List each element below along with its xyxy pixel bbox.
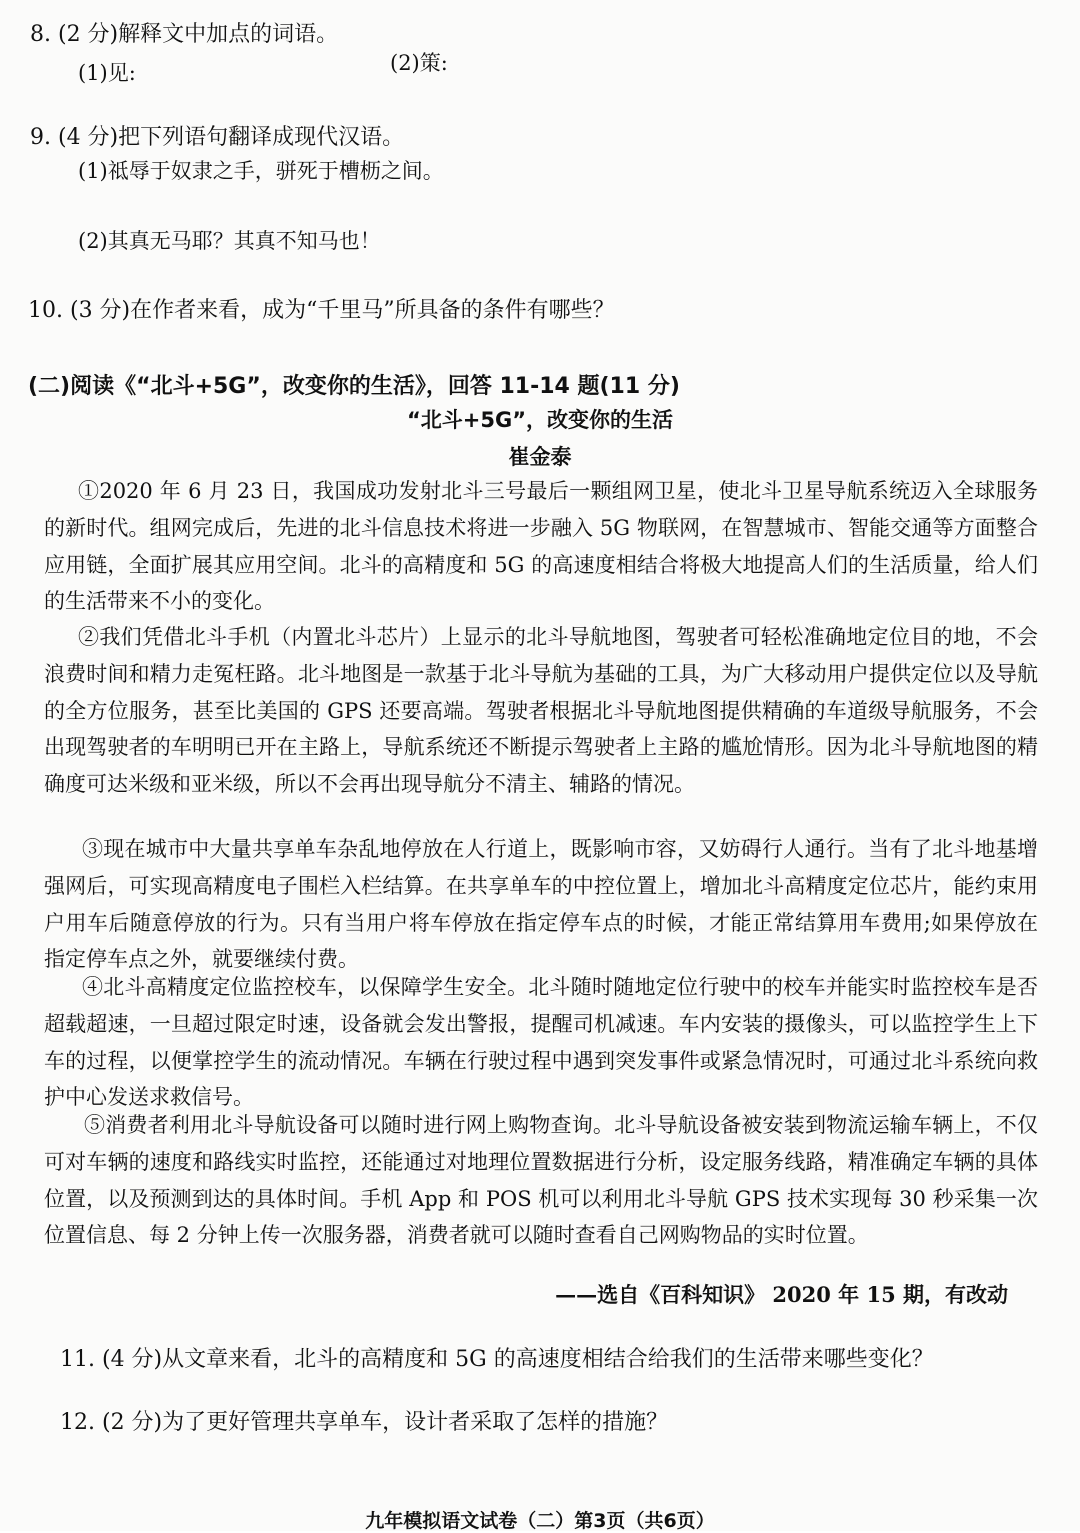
question-8: 8. (2 分)解释文中加点的词语。 [30,22,339,47]
article-paragraph-3: ③现在城市中大量共享单车杂乱地停放在人行道上，既影响市容，又妨碍行人通行。当有了北斗地基增强网后，可实现高精度电子围栏入栏结算。在共享单车的中控位置上，增加北斗高精度定位芯片，能约束用户用车后随意停放的行为。只有当用户将车停放在指定停车点的时候，才能正常结算用车费用;如果停放在指定停车点之外，就要继续付费。 [44,837,1038,972]
article-paragraph-1: ①2020 年 6 月 23 日，我国成功发射北斗三号最后一颗组网卫星，使北斗卫星导航系统迈入全球服务的新时代。组网完成后，先进的北斗信息技术将进一步融入 5G 物联网，在智慧城市、智能交通等方面整合应用链，全面扩展其应用空间。北斗的高精度和 5G 的高速度相结合将极大地提高人们的生活质量，给人们的生活带来不小的变化。 [44,479,1038,614]
question-9-sub1: (1)祗辱于奴隶之手，骈死于槽枥之间。 [78,159,444,183]
section-title: (二)阅读《“北斗+5G”，改变你的生活》，回答 11-14 题(11 分) [28,374,680,399]
question-11: 11. (4 分)从文章来看，北斗的高精度和 5G 的高速度相结合给我们的生活带来哪些变化？ [60,1347,934,1372]
question-8-sub2: (2)策: [390,51,448,75]
question-9: 9. (4 分)把下列语句翻译成现代汉语。 [30,125,405,150]
article-source: ——选自《百科知识》 2020 年 15 期，有改动 [555,1282,1008,1307]
question-9-sub2: (2)其真无马耶？其真不知马也！ [78,229,381,253]
article-author: 崔金泰 [508,444,572,469]
question-12: 12. (2 分)为了更好管理共享单车，设计者采取了怎样的措施？ [60,1410,669,1435]
article-paragraph-2: ②我们凭借北斗手机（内置北斗芯片）上显示的北斗导航地图，驾驶者可轻松准确地定位目的地，不会浪费时间和精力走冤枉路。北斗地图是一款基于北斗导航为基础的工具，为广大移动用户提供定位以及导航的全方位服务，甚至比美国的 GPS 还要高端。驾驶者根据北斗导航地图提供精确的车道级导航服务，不会出现驾驶者的车明明已开在主路上，导航系统还不断提示驾驶者上主路的尴尬情形。因为北斗导航地图的精确度可达米级和亚米级，所以不会再出现导航分不清主、辅路的情况。 [44,625,1038,797]
article-paragraph-4: ④北斗高精度定位监控校车，以保障学生安全。北斗随时随地定位行驶中的校车并能实时监控校车是否超载超速，一旦超过限定时速，设备就会发出警报，提醒司机减速。车内安装的摄像头，可以监控学生上下车的过程，以便掌控学生的流动情况。车辆在行驶过程中遇到突发事件或紧急情况时，可通过北斗系统向救护中心发送求救信号。 [44,975,1038,1110]
article-paragraph-5: ⑤消费者利用北斗导航设备可以随时进行网上购物查询。北斗导航设备被安装到物流运输车辆上，不仅可对车辆的速度和路线实时监控，还能通过对地理位置数据进行分析，设定服务线路，精准确定车辆的具体位置，以及预测到达的具体时间。手机 App 和 POS 机可以利用北斗导航 GPS 技术实现每 30 秒采集一次位置信息、每 2 分钟上传一次服务器，消费者就可以随时查看自己网购物品的实时位置。 [44,1113,1038,1248]
question-10: 10. (3 分)在作者来看，成为“千里马”所具备的条件有哪些？ [28,298,615,323]
page-footer: 九年模拟语文试卷（二）第3页（共6页） [365,1510,715,1532]
article-title: “北斗+5G”，改变你的生活 [406,408,674,432]
question-8-sub1: (1)见: [78,61,136,85]
